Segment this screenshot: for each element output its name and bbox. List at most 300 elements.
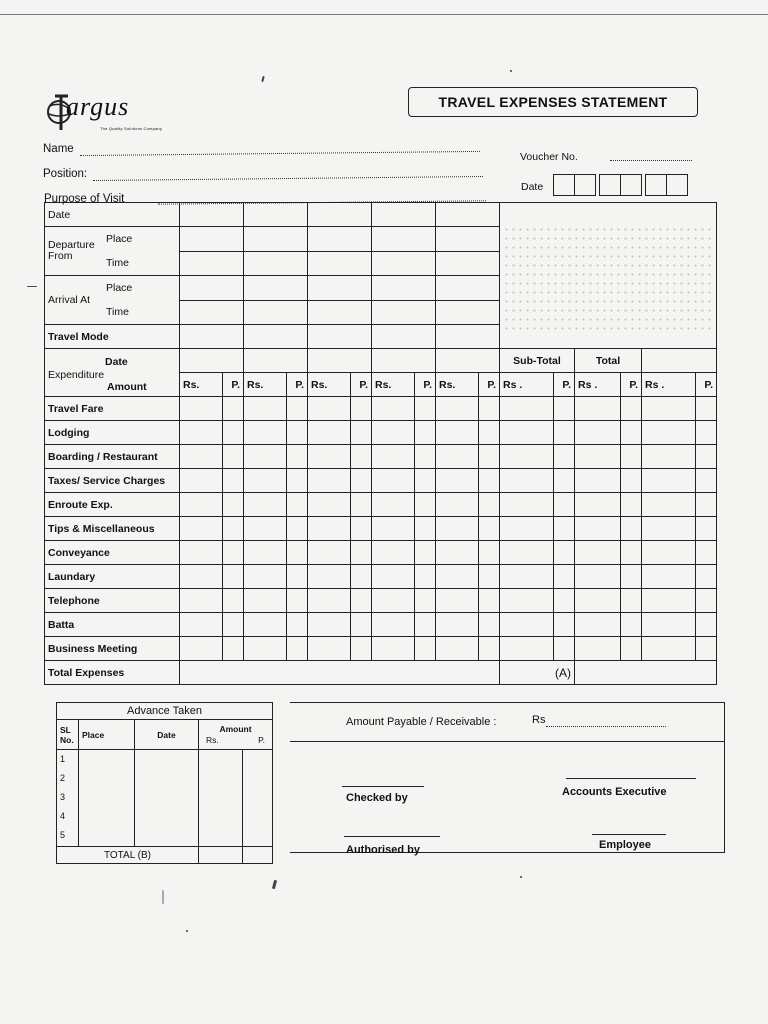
expense-cell[interactable] <box>372 469 415 493</box>
expense-cell[interactable] <box>621 613 642 637</box>
expense-cell[interactable] <box>554 517 575 541</box>
expense-cell[interactable] <box>436 613 479 637</box>
expense-cell[interactable] <box>642 469 696 493</box>
expense-cell[interactable] <box>642 397 696 421</box>
sl-2: 2 <box>60 773 66 783</box>
scan-speck <box>162 890 164 904</box>
mode-3[interactable] <box>308 325 372 349</box>
expense-cell[interactable] <box>575 589 621 613</box>
expense-cell[interactable] <box>351 613 372 637</box>
expense-cell[interactable] <box>223 493 244 517</box>
expense-cell[interactable] <box>621 637 642 661</box>
expense-cell[interactable] <box>621 565 642 589</box>
scan-speck <box>186 930 188 932</box>
expense-cell[interactable] <box>287 445 308 469</box>
expense-cell[interactable] <box>696 565 717 589</box>
expense-cell[interactable] <box>621 589 642 613</box>
expense-cell[interactable] <box>351 541 372 565</box>
time-label: Time <box>106 257 129 269</box>
expense-cell[interactable] <box>287 637 308 661</box>
sl-1: 1 <box>60 754 66 764</box>
expense-cell[interactable] <box>479 589 500 613</box>
expense-cell[interactable] <box>575 469 621 493</box>
scan-speck <box>27 286 37 287</box>
expense-cell[interactable] <box>287 397 308 421</box>
expense-cell[interactable] <box>372 637 415 661</box>
expense-cell[interactable] <box>223 613 244 637</box>
expense-cell[interactable] <box>696 397 717 421</box>
expense-cell[interactable] <box>575 445 621 469</box>
expense-cell[interactable] <box>180 397 223 421</box>
expense-cell[interactable] <box>575 493 621 517</box>
name-field[interactable] <box>80 151 480 156</box>
expense-cell[interactable] <box>308 637 351 661</box>
date-cell-4[interactable] <box>372 203 436 227</box>
expense-cell[interactable] <box>621 517 642 541</box>
expense-cell[interactable] <box>287 421 308 445</box>
expense-cell[interactable] <box>500 565 554 589</box>
expense-row <box>45 493 717 517</box>
expense-cell[interactable] <box>436 397 479 421</box>
expense-cell[interactable] <box>244 589 287 613</box>
expense-cell[interactable] <box>436 589 479 613</box>
purpose-label: Purpose of Visit <box>44 193 125 205</box>
expense-cell[interactable] <box>223 541 244 565</box>
expense-cell[interactable] <box>415 589 436 613</box>
total-header: Total <box>575 349 642 373</box>
dep-place-3[interactable] <box>308 227 372 252</box>
arr-time-1[interactable] <box>180 300 244 325</box>
sl-4: 4 <box>60 811 66 821</box>
expense-cell[interactable] <box>436 565 479 589</box>
amount-label: Amount <box>219 723 252 734</box>
expense-cell[interactable] <box>180 565 223 589</box>
expense-cell[interactable] <box>436 637 479 661</box>
expense-cell[interactable] <box>642 541 696 565</box>
exp-date-5[interactable] <box>436 349 500 373</box>
expense-cell[interactable] <box>180 469 223 493</box>
expense-cell[interactable] <box>554 565 575 589</box>
expense-cell[interactable] <box>180 637 223 661</box>
sl-numbers <box>57 750 79 847</box>
expense-cell[interactable] <box>244 493 287 517</box>
logo-tagline: The Quality Solutions Company <box>100 126 163 131</box>
expense-cell[interactable] <box>642 493 696 517</box>
expense-cell[interactable] <box>554 541 575 565</box>
expense-cell[interactable] <box>500 589 554 613</box>
employee-label: Employee <box>599 839 651 851</box>
dep-place-2[interactable] <box>244 227 308 252</box>
expense-cell[interactable] <box>308 469 351 493</box>
expense-row-label: Boarding / Restaurant <box>45 445 180 469</box>
expense-cell[interactable] <box>436 541 479 565</box>
expense-cell[interactable] <box>308 517 351 541</box>
targus-logo <box>46 92 166 140</box>
expense-cell[interactable] <box>479 421 500 445</box>
expense-cell[interactable] <box>479 469 500 493</box>
exp-date-3[interactable] <box>308 349 372 373</box>
payable-field[interactable] <box>546 726 666 727</box>
dep-place-4[interactable] <box>372 227 436 252</box>
p-header: P. <box>621 373 642 397</box>
expense-cell[interactable] <box>500 493 554 517</box>
expense-cell[interactable] <box>621 541 642 565</box>
expense-cell[interactable] <box>223 421 244 445</box>
exp-date-2[interactable] <box>244 349 308 373</box>
expense-cell[interactable] <box>554 469 575 493</box>
advance-date-col[interactable] <box>135 750 199 847</box>
arr-time-5[interactable] <box>436 300 500 325</box>
expense-row <box>45 469 717 493</box>
total-b-rs[interactable] <box>199 847 243 864</box>
expense-cell[interactable] <box>223 397 244 421</box>
expense-cell[interactable] <box>180 421 223 445</box>
expense-cell[interactable] <box>554 421 575 445</box>
expense-cell[interactable] <box>415 565 436 589</box>
expense-cell[interactable] <box>223 517 244 541</box>
mode-1[interactable] <box>180 325 244 349</box>
expense-cell[interactable] <box>500 541 554 565</box>
accounts-executive-line[interactable] <box>566 778 696 779</box>
expense-cell[interactable] <box>351 517 372 541</box>
advance-taken-table <box>56 702 273 864</box>
expense-cell[interactable] <box>308 493 351 517</box>
place-label: Place <box>106 233 133 245</box>
expense-cell[interactable] <box>351 421 372 445</box>
expense-cell[interactable] <box>372 589 415 613</box>
total-expenses-span <box>180 661 500 685</box>
expense-cell[interactable] <box>180 541 223 565</box>
expense-cell[interactable] <box>372 565 415 589</box>
expense-cell[interactable] <box>696 637 717 661</box>
date-boxes[interactable] <box>553 174 687 196</box>
expense-cell[interactable] <box>372 397 415 421</box>
rs-header: Rs. <box>308 373 351 397</box>
expense-cell[interactable] <box>223 637 244 661</box>
expense-row-label: Taxes/ Service Charges <box>45 469 180 493</box>
expense-cell[interactable] <box>244 517 287 541</box>
expense-cell[interactable] <box>696 421 717 445</box>
expense-cell[interactable] <box>575 541 621 565</box>
expense-cell[interactable] <box>415 541 436 565</box>
expense-cell[interactable] <box>351 469 372 493</box>
expense-cell[interactable] <box>696 541 717 565</box>
expense-cell[interactable] <box>308 445 351 469</box>
expense-row <box>45 445 717 469</box>
expense-cell[interactable] <box>223 469 244 493</box>
arrival-block <box>45 276 180 325</box>
expense-cell[interactable] <box>436 469 479 493</box>
expense-rows <box>45 397 717 661</box>
expense-cell[interactable] <box>287 493 308 517</box>
sl-no-header: SL No. <box>57 720 79 750</box>
expense-cell[interactable] <box>436 493 479 517</box>
total-b-p[interactable] <box>243 847 273 864</box>
expense-cell[interactable] <box>500 469 554 493</box>
advance-place-col[interactable] <box>79 750 135 847</box>
total-expenses-label: Total Expenses <box>45 661 180 685</box>
expense-cell[interactable] <box>642 445 696 469</box>
expense-cell[interactable] <box>372 445 415 469</box>
expense-cell[interactable] <box>554 493 575 517</box>
expense-cell[interactable] <box>575 565 621 589</box>
arr-place-5[interactable] <box>436 276 500 301</box>
expense-cell[interactable] <box>308 613 351 637</box>
dep-place-1[interactable] <box>180 227 244 252</box>
dep-time-4[interactable] <box>372 251 436 276</box>
dep-place-5[interactable] <box>436 227 500 252</box>
mode-4[interactable] <box>372 325 436 349</box>
mode-5[interactable] <box>436 325 500 349</box>
expense-cell[interactable] <box>287 589 308 613</box>
expense-row <box>45 517 717 541</box>
expense-cell[interactable] <box>621 493 642 517</box>
expense-cell[interactable] <box>500 517 554 541</box>
expense-cell[interactable] <box>287 541 308 565</box>
arr-place-4[interactable] <box>372 276 436 301</box>
expense-cell[interactable] <box>308 397 351 421</box>
expenditure-date-label: Date <box>105 355 128 368</box>
expense-cell[interactable] <box>372 517 415 541</box>
expense-cell[interactable] <box>575 613 621 637</box>
expense-cell[interactable] <box>180 589 223 613</box>
date-cell-2[interactable] <box>244 203 308 227</box>
position-field[interactable] <box>93 176 483 181</box>
expense-cell[interactable] <box>351 565 372 589</box>
date-label: Date <box>521 181 544 193</box>
expenditure-label: Expenditure <box>48 368 105 381</box>
position-label: Position: <box>43 168 88 180</box>
dep-time-3[interactable] <box>308 251 372 276</box>
expense-cell[interactable] <box>696 613 717 637</box>
rs-header: Rs. <box>180 373 223 397</box>
expense-cell[interactable] <box>642 637 696 661</box>
expense-cell[interactable] <box>436 445 479 469</box>
expense-cell[interactable] <box>500 613 554 637</box>
scan-speck <box>510 70 512 72</box>
expense-cell[interactable] <box>479 397 500 421</box>
payable-label: Amount Payable / Receivable : <box>346 716 497 728</box>
amount-label: Amount <box>107 380 147 393</box>
expense-cell[interactable] <box>575 637 621 661</box>
expense-cell[interactable] <box>696 589 717 613</box>
expense-cell[interactable] <box>554 397 575 421</box>
expense-cell[interactable] <box>415 445 436 469</box>
travel-mode-label: Travel Mode <box>45 325 180 349</box>
date-cell-3[interactable] <box>308 203 372 227</box>
expense-cell[interactable] <box>415 493 436 517</box>
expense-cell[interactable] <box>696 445 717 469</box>
p-header: P. <box>696 373 717 397</box>
expense-cell[interactable] <box>223 445 244 469</box>
expense-cell[interactable] <box>642 613 696 637</box>
departure-label: Departure From <box>48 239 95 262</box>
expense-cell[interactable] <box>436 421 479 445</box>
expense-cell[interactable] <box>500 397 554 421</box>
expense-cell[interactable] <box>351 637 372 661</box>
expense-cell[interactable] <box>372 421 415 445</box>
expense-cell[interactable] <box>287 469 308 493</box>
rs-header: Rs . <box>642 373 696 397</box>
expense-cell[interactable] <box>415 397 436 421</box>
expense-cell[interactable] <box>372 613 415 637</box>
expense-cell[interactable] <box>621 421 642 445</box>
expense-cell[interactable] <box>500 421 554 445</box>
expense-cell[interactable] <box>287 565 308 589</box>
rs-header: Rs. <box>436 373 479 397</box>
expense-cell[interactable] <box>575 421 621 445</box>
expense-cell[interactable] <box>308 589 351 613</box>
expense-cell[interactable] <box>642 517 696 541</box>
expense-cell[interactable] <box>244 565 287 589</box>
place-label: Place <box>106 282 133 294</box>
expense-cell[interactable] <box>223 589 244 613</box>
arrival-label: Arrival At <box>48 293 91 306</box>
date-cell-5[interactable] <box>436 203 500 227</box>
expense-row <box>45 637 717 661</box>
expense-cell[interactable] <box>180 445 223 469</box>
checked-by-line[interactable] <box>342 786 424 787</box>
expense-row-label: Tips & Miscellaneous <box>45 517 180 541</box>
expense-cell[interactable] <box>696 469 717 493</box>
expense-cell[interactable] <box>308 541 351 565</box>
rs-header: Rs . <box>500 373 554 397</box>
exp-date-4[interactable] <box>372 349 436 373</box>
expense-cell[interactable] <box>500 637 554 661</box>
advance-rs-col[interactable] <box>199 750 243 847</box>
dep-time-5[interactable] <box>436 251 500 276</box>
expense-cell[interactable] <box>554 589 575 613</box>
expense-cell[interactable] <box>415 421 436 445</box>
p-header: P. <box>479 373 500 397</box>
expense-row-label: Conveyance <box>45 541 180 565</box>
expense-cell[interactable] <box>244 397 287 421</box>
expense-cell[interactable] <box>287 613 308 637</box>
scan-speck <box>272 880 277 889</box>
expense-cell[interactable] <box>244 541 287 565</box>
expense-cell[interactable] <box>180 613 223 637</box>
expense-cell[interactable] <box>696 493 717 517</box>
expense-cell[interactable] <box>479 565 500 589</box>
expense-cell[interactable] <box>415 517 436 541</box>
arr-time-4[interactable] <box>372 300 436 325</box>
advance-p-col[interactable] <box>243 750 273 847</box>
expense-cell[interactable] <box>244 637 287 661</box>
expense-cell[interactable] <box>575 517 621 541</box>
amount-header <box>199 720 273 750</box>
expense-cell[interactable] <box>244 469 287 493</box>
expense-cell[interactable] <box>415 469 436 493</box>
authorised-by-line[interactable] <box>344 836 440 837</box>
expense-row <box>45 589 717 613</box>
total-expenses-value[interactable] <box>575 661 717 685</box>
expense-cell[interactable] <box>180 493 223 517</box>
expense-cell[interactable] <box>351 397 372 421</box>
subtotal-header: Sub-Total <box>500 349 575 373</box>
arr-time-2[interactable] <box>244 300 308 325</box>
rs-label: Rs. <box>206 734 219 745</box>
rs-header: Rs. <box>372 373 415 397</box>
advance-heading: Advance Taken <box>57 703 273 720</box>
mode-2[interactable] <box>244 325 308 349</box>
expense-cell[interactable] <box>223 565 244 589</box>
expense-cell[interactable] <box>287 517 308 541</box>
expense-row-label: Travel Fare <box>45 397 180 421</box>
expense-cell[interactable] <box>244 613 287 637</box>
expense-cell[interactable] <box>244 445 287 469</box>
expense-cell[interactable] <box>372 493 415 517</box>
expense-cell[interactable] <box>308 421 351 445</box>
expense-cell[interactable] <box>351 493 372 517</box>
expense-row <box>45 397 717 421</box>
expense-cell[interactable] <box>642 421 696 445</box>
checked-by-label: Checked by <box>346 792 408 804</box>
expense-cell[interactable] <box>308 565 351 589</box>
voucher-field[interactable] <box>610 160 692 161</box>
dep-time-2[interactable] <box>244 251 308 276</box>
expense-cell[interactable] <box>621 445 642 469</box>
rs-header: Rs. <box>244 373 287 397</box>
arr-place-1[interactable] <box>180 276 244 301</box>
expense-cell[interactable] <box>500 445 554 469</box>
expense-cell[interactable] <box>351 445 372 469</box>
arr-place-3[interactable] <box>308 276 372 301</box>
expense-cell[interactable] <box>621 397 642 421</box>
expense-cell[interactable] <box>479 493 500 517</box>
expenditure-block <box>45 349 180 397</box>
total-b-label: TOTAL (B) <box>57 847 199 864</box>
authorised-by-label: Authorised by <box>346 844 420 856</box>
accounts-executive-label: Accounts Executive <box>562 786 667 798</box>
expense-cell[interactable] <box>554 637 575 661</box>
page-edge-line <box>0 14 768 15</box>
expense-cell[interactable] <box>244 421 287 445</box>
expense-cell[interactable] <box>642 565 696 589</box>
expense-cell[interactable] <box>180 517 223 541</box>
p-header: P. <box>554 373 575 397</box>
date-cell-1[interactable] <box>180 203 244 227</box>
expense-row-label: Telephone <box>45 589 180 613</box>
expense-cell[interactable] <box>436 517 479 541</box>
expense-cell[interactable] <box>372 541 415 565</box>
expense-cell[interactable] <box>554 613 575 637</box>
expense-cell[interactable] <box>642 589 696 613</box>
signature-section <box>290 702 724 856</box>
date-header: Date <box>135 720 199 750</box>
expense-cell[interactable] <box>554 445 575 469</box>
expense-cell[interactable] <box>575 397 621 421</box>
voucher-label: Voucher No. <box>520 151 578 163</box>
expense-cell[interactable] <box>479 541 500 565</box>
expense-cell[interactable] <box>479 445 500 469</box>
rs-header: Rs . <box>575 373 621 397</box>
expense-cell[interactable] <box>415 637 436 661</box>
arr-time-3[interactable] <box>308 300 372 325</box>
expense-cell[interactable] <box>479 613 500 637</box>
expense-cell[interactable] <box>415 613 436 637</box>
p-header: P. <box>287 373 308 397</box>
expense-cell[interactable] <box>479 517 500 541</box>
exp-date-1[interactable] <box>180 349 244 373</box>
expense-cell[interactable] <box>696 517 717 541</box>
scan-speck <box>261 76 264 82</box>
expense-cell[interactable] <box>479 637 500 661</box>
dep-time-1[interactable] <box>180 251 244 276</box>
arr-place-2[interactable] <box>244 276 308 301</box>
employee-line[interactable] <box>592 834 666 835</box>
expense-cell[interactable] <box>621 469 642 493</box>
expense-cell[interactable] <box>351 589 372 613</box>
